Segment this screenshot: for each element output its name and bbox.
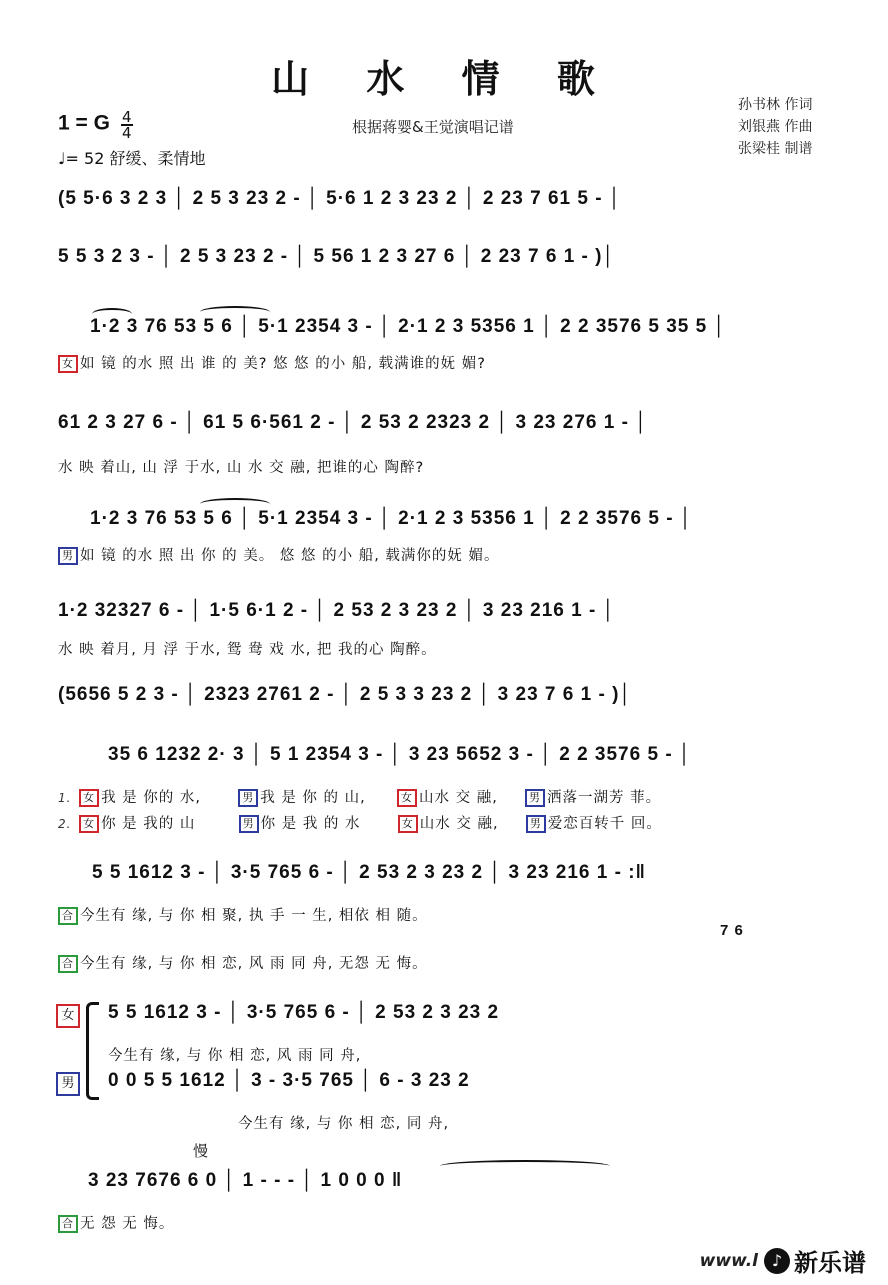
score-row-5: 1·2 3 76 53 5 6 │ 5·1 2354 3 - │ 2·1 2 3 5356 1 │ 2 2 3576 5 - │ <box>90 508 693 529</box>
final-score-row: 3 23 7676 6 0 │ 1 - - - │ 1 0 0 0 ‖ <box>88 1170 403 1191</box>
footer-watermark <box>700 1243 866 1278</box>
time-bottom: 4 <box>122 124 132 142</box>
lyrics-text: 山水 交 融, <box>418 790 498 806</box>
lyrics-text: 洒落一湖芳 菲。 <box>547 790 662 806</box>
lyrics-text: 我 是 你 的 山, <box>260 790 366 806</box>
lyrics-text: 无 怨 无 悔。 <box>80 1216 175 1232</box>
system-brace <box>86 1002 99 1100</box>
chorus-lyrics-2 <box>58 952 428 973</box>
lyrics-text: 如 镜 的水 照 出 你 的 美。 悠 悠 的小 船, 载满你的妩 媚。 <box>80 548 500 564</box>
lyrics-row-2: 水 映 着山, 山 浮 于水, 山 水 交 融, 把谁的心 陶醉? <box>58 460 425 476</box>
female-voice-label: 女 <box>56 1004 80 1028</box>
lyrics-text: 我 是 你的 水, <box>101 790 201 806</box>
key-label: 1 = G <box>58 111 110 135</box>
male-tag: 男 <box>58 547 78 565</box>
tempo-marking: ♩= 52 舒缓、柔情地 <box>58 149 206 168</box>
time-top: 4 <box>122 108 132 126</box>
male-tag: 男 <box>525 789 545 807</box>
brand-logo: 新乐谱 <box>794 1249 866 1277</box>
slur <box>200 498 270 510</box>
page-title: 山 水 情 歌 <box>271 56 617 101</box>
male-part-lyrics: 今生有 缘, 与 你 相 恋, 同 舟, <box>238 1116 450 1132</box>
lyrics-text: 你 是 我的 山 <box>101 816 196 832</box>
female-tag: 女 <box>79 815 99 833</box>
lyrics-row-1 <box>58 352 486 373</box>
male-part-notes: 0 0 5 5 1612 │ 3 - 3·5 765 │ 6 - 3 23 2 <box>108 1070 470 1091</box>
male-voice-label: 男 <box>56 1072 80 1096</box>
male-tag: 男 <box>239 815 259 833</box>
chorus-tag: 合 <box>58 955 78 973</box>
lyrics-row-3 <box>58 544 500 565</box>
verse-1-lyrics <box>58 786 661 807</box>
lyrics-text: 今生有 缘, 与 你 相 聚, 执 手 一 生, 相依 相 随。 <box>80 908 428 924</box>
final-lyrics <box>58 1212 174 1233</box>
lyrics-text: 你 是 我 的 水 <box>260 816 361 832</box>
music-disc-icon: ♪ <box>764 1248 790 1274</box>
subtitle: 根据蒋婴&王觉演唱记谱 <box>352 118 514 136</box>
alt-ending-notes: 7 6 <box>720 922 744 939</box>
score-row-8: 35 6 1232 2· 3 │ 5 1 2354 3 - │ 3 23 5652 3 - │ 2 2 3576 5 - │ <box>108 744 692 765</box>
slur <box>92 308 132 320</box>
female-tag: 女 <box>58 355 78 373</box>
female-part-lyrics: 今生有 缘, 与 你 相 恋, 风 雨 同 舟, <box>108 1048 362 1064</box>
credit-lyricist: 孙书林 作词 <box>738 97 813 113</box>
lyrics-text: 爱恋百转千 回。 <box>547 816 662 832</box>
female-tag: 女 <box>397 789 417 807</box>
time-signature <box>121 110 133 140</box>
credit-arranger: 张梁桂 制谱 <box>738 141 813 157</box>
score-row-6: 1·2 32327 6 - │ 1·5 6·1 2 - │ 2 53 2 3 23 2 │ 3 23 216 1 - │ <box>58 600 616 621</box>
lyrics-text: 如 镜 的水 照 出 谁 的 美? 悠 悠 的小 船, 载满谁的妩 媚? <box>80 356 486 372</box>
score-row-4: 61 2 3 27 6 - │ 61 5 6·561 2 - │ 2 53 2 2323 2 │ 3 23 276 1 - │ <box>58 412 649 433</box>
male-tag: 男 <box>238 789 258 807</box>
score-row-9: 5 5 1612 3 - │ 3·5 765 6 - │ 2 53 2 3 23 2 │ 3 23 216 1 - :‖ <box>92 862 646 883</box>
score-row-2: 5 5 3 2 3 - │ 2 5 3 23 2 - │ 5 56 1 2 3 27 6 │ 2 23 7 6 1 - )│ <box>58 246 616 267</box>
footer-url: www.l <box>699 1250 758 1271</box>
female-tag: 女 <box>398 815 418 833</box>
score-row-3: 1·2 3 76 53 5 6 │ 5·1 2354 3 - │ 2·1 2 3 5356 1 │ 2 2 3576 5 35 5 │ <box>90 316 727 337</box>
chorus-tag: 合 <box>58 1215 78 1233</box>
credit-composer: 刘银燕 作曲 <box>738 119 813 135</box>
score-row-7: (5656 5 2 3 - │ 2323 2761 2 - │ 2 5 3 3 23 2 │ 3 23 7 6 1 - )│ <box>58 684 633 705</box>
male-tag: 男 <box>526 815 546 833</box>
verse-number: 1. <box>58 791 72 805</box>
tempo-slow-marking: 慢 <box>193 1142 209 1160</box>
slur <box>200 306 270 318</box>
female-part-notes: 5 5 1612 3 - │ 3·5 765 6 - │ 2 53 2 3 23 2 <box>108 1002 500 1023</box>
chorus-tag: 合 <box>58 907 78 925</box>
score-row-1: (5 5·6 3 2 3 │ 2 5 3 23 2 - │ 5·6 1 2 3 23 2 │ 2 23 7 61 5 - │ <box>58 188 622 209</box>
verse-number: 2. <box>58 817 72 831</box>
lyrics-text: 今生有 缘, 与 你 相 恋, 风 雨 同 舟, 无怨 无 悔。 <box>80 956 428 972</box>
lyrics-row-4: 水 映 着月, 月 浮 于水, 鸳 鸯 戏 水, 把 我的心 陶醉。 <box>58 642 437 658</box>
lyrics-text: 山水 交 融, <box>419 816 499 832</box>
verse-2-lyrics <box>58 812 662 833</box>
female-tag: 女 <box>79 789 99 807</box>
key-signature <box>58 110 133 140</box>
tie <box>440 1160 610 1172</box>
chorus-lyrics-1 <box>58 904 428 925</box>
